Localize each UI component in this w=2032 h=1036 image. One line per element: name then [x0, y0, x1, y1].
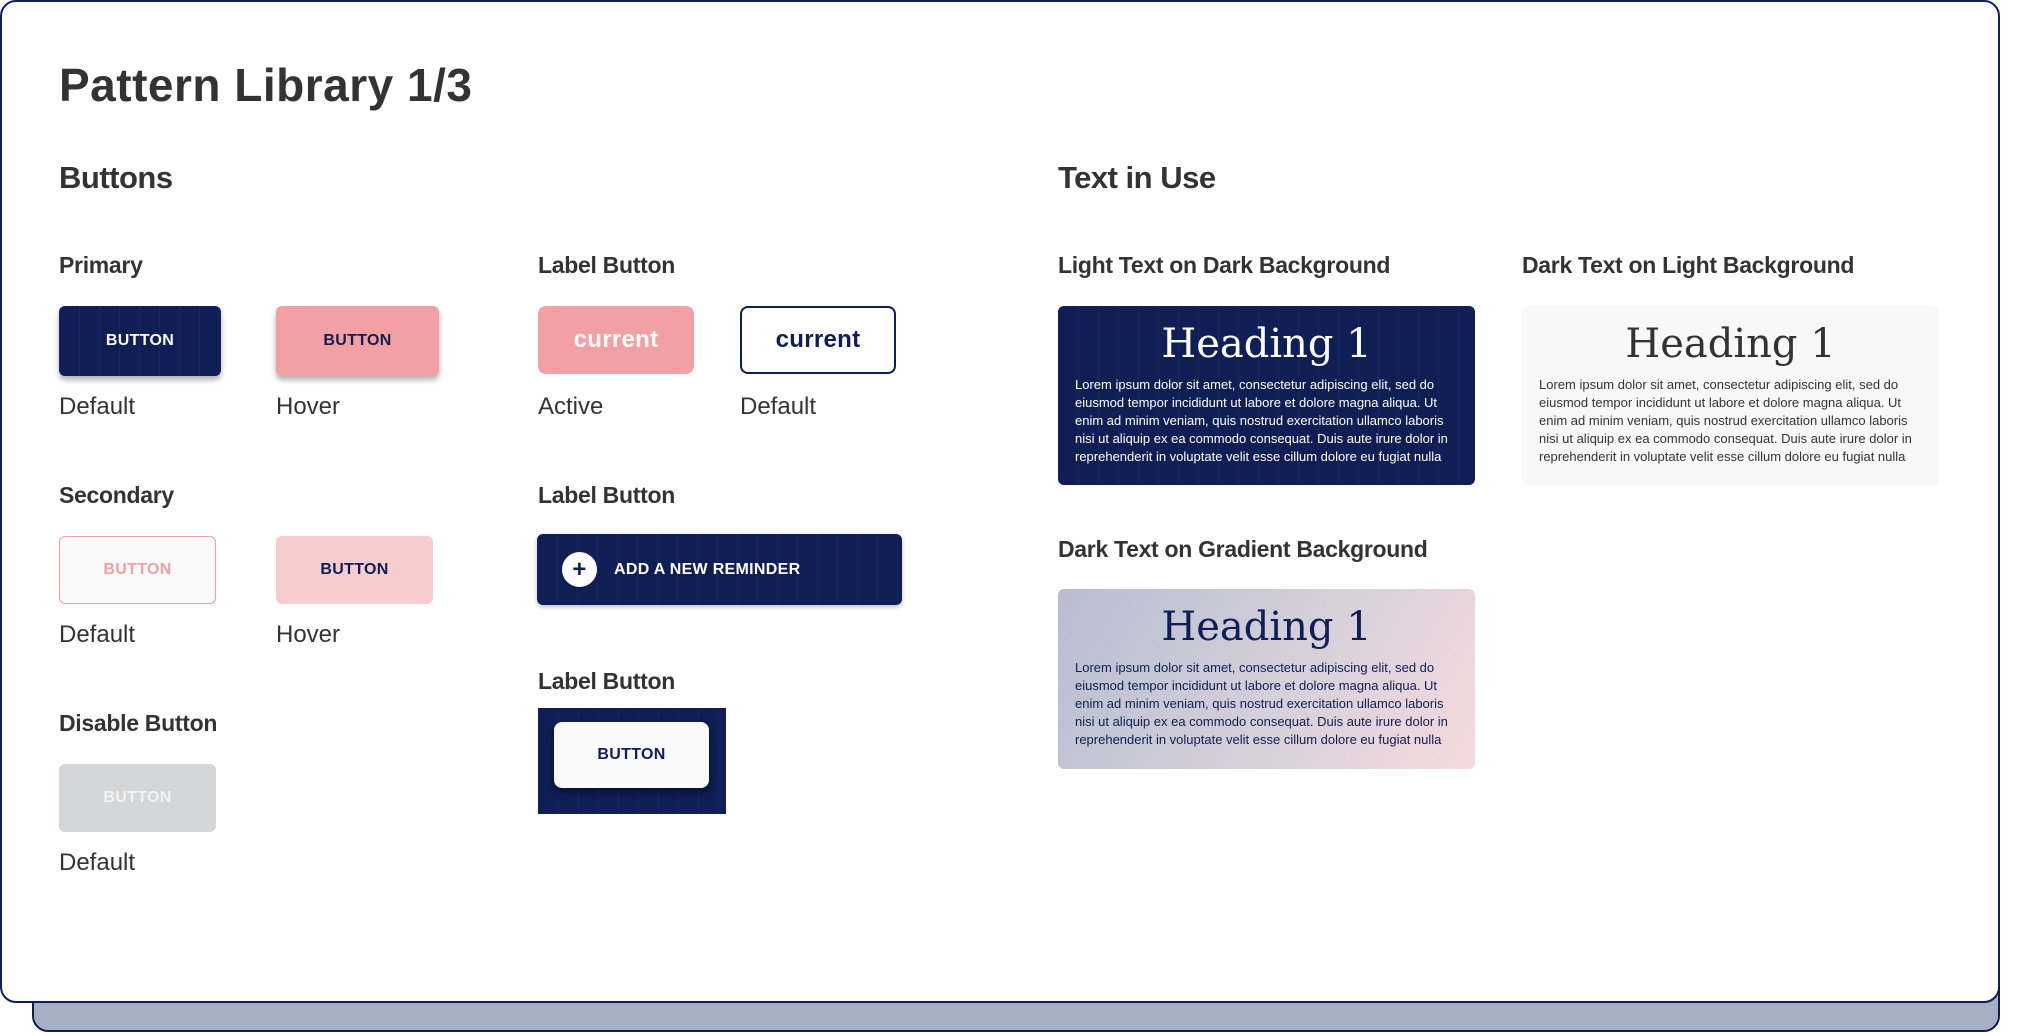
label-active-caption: Active — [538, 393, 604, 420]
add-reminder-label: ADD A NEW REMINDER — [614, 560, 801, 578]
sample-body-text: Lorem ipsum dolor sit amet, consectetur adipiscing elit, sed do eiusmod tempor incididunt ut labore et dolore magna aliqua. Ut enim ad minim veniam, quis nostrud exercitation ullamco laboris nisi ut aliquip ex ea commodo consequat. Duis aute irure dolor in reprehenderit in voluptate velit esse cillum dolore eu fugiat nulla — [1539, 377, 1912, 464]
light-on-dark-title: Light Text on Dark Background — [1058, 252, 1391, 278]
disabled-button: BUTTON — [59, 764, 216, 832]
label-button-default[interactable]: current — [740, 306, 896, 374]
text-in-use-title: Text in Use — [1058, 160, 1216, 195]
primary-hover-button[interactable]: BUTTON — [276, 306, 439, 376]
dark-on-light-title: Dark Text on Light Background — [1522, 252, 1855, 278]
button-on-dark-stage — [538, 708, 726, 814]
add-reminder-button[interactable] — [537, 534, 902, 605]
button-on-dark[interactable]: BUTTON — [554, 722, 709, 788]
page-title: Pattern Library 1/3 — [59, 59, 473, 111]
secondary-default-caption: Default — [59, 621, 136, 648]
primary-title: Primary — [59, 252, 143, 278]
buttons-section-title: Buttons — [59, 160, 173, 195]
sample-heading: Heading 1 — [1625, 321, 1836, 367]
secondary-default-button[interactable]: BUTTON — [59, 536, 216, 604]
dark-on-light-sample — [1522, 306, 1939, 485]
secondary-hover-caption: Hover — [276, 621, 341, 648]
primary-default-caption: Default — [59, 393, 136, 420]
label-button-title-2: Label Button — [538, 482, 675, 508]
dark-on-gradient-title: Dark Text on Gradient Background — [1058, 536, 1428, 562]
sample-heading: Heading 1 — [1161, 321, 1372, 367]
disable-button-title: Disable Button — [59, 710, 218, 736]
dark-on-gradient-sample — [1058, 589, 1475, 769]
primary-hover-caption: Hover — [276, 393, 341, 420]
primary-default-button[interactable]: BUTTON — [59, 306, 221, 376]
label-button-title-1: Label Button — [538, 252, 675, 278]
sample-heading: Heading 1 — [1161, 604, 1372, 650]
label-default-caption: Default — [740, 393, 817, 420]
light-on-dark-sample — [1058, 306, 1475, 485]
plus-icon: + — [562, 552, 597, 587]
disabled-default-caption: Default — [59, 849, 136, 876]
sample-body-text: Lorem ipsum dolor sit amet, consectetur adipiscing elit, sed do eiusmod tempor incididunt ut labore et dolore magna aliqua. Ut enim ad minim veniam, quis nostrud exercitation ullamco laboris nisi ut aliquip ex ea commodo consequat. Duis aute irure dolor in reprehenderit in voluptate velit esse cillum dolore eu fugiat nulla — [1075, 660, 1448, 747]
secondary-hover-button[interactable]: BUTTON — [276, 536, 433, 604]
sample-body-text: Lorem ipsum dolor sit amet, consectetur adipiscing elit, sed do eiusmod tempor incididunt ut labore et dolore magna aliqua. Ut enim ad minim veniam, quis nostrud exercitation ullamco laboris nisi ut aliquip ex ea commodo consequat. Duis aute irure dolor in reprehenderit in voluptate velit esse cillum dolore eu fugiat nulla — [1075, 377, 1448, 464]
secondary-title: Secondary — [59, 482, 174, 508]
label-button-active[interactable]: current — [538, 306, 694, 374]
label-button-title-3: Label Button — [538, 668, 675, 694]
